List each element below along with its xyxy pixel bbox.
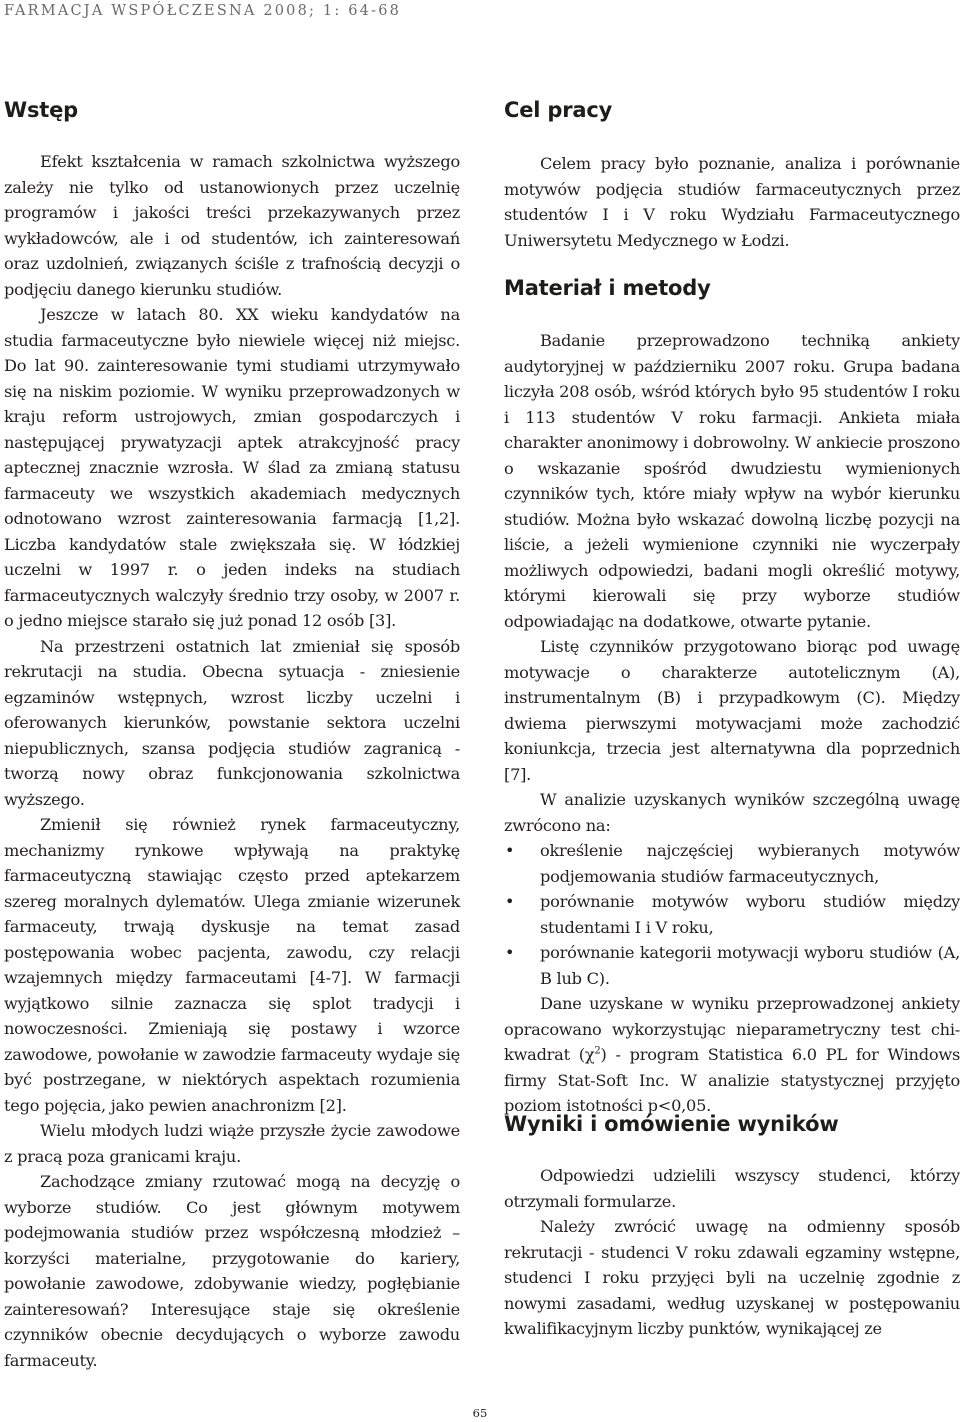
superscript: 2 (594, 1045, 601, 1057)
paragraph: Zmienił się również rynek farmaceutyczny, mechanizmy rynkowe wpływają na praktykę farmaceutyczną stawiając często przed aptekarzem szereg moralnych dylematów. Ulega zmianie wizerunek farmaceuty, trwają dyskusje na temat zasad postępowania wobec pacjenta, zawodu, czy relacji wzajemnych między farmaceutami [4-7]. W farmacji wyjątkowo silnie zaznacza się splot tradycji i nowoczesności. Zmieniają się postawy i wzorce zawodowe, powołanie w zawodzie farmaceuty wydaje się być postrzegane, w niektórych aspektach rozumienia tego pojęcia, jako pewien anachronizm [2]. (4, 815, 460, 1115)
paragraph: W analizie uzyskanych wyników szczególną uwagę zwrócono na: (504, 790, 960, 835)
list-item: • porównanie kategorii motywacji wyboru studiów (A, B lub C). (504, 940, 960, 991)
list-item: • porównanie motywów wyboru studiów między studentami I i V roku, (504, 889, 960, 940)
paragraph: Odpowiedzi udzielili wszyscy studenci, którzy otrzymali formularze. (504, 1166, 960, 1211)
paragraph: Jeszcze w latach 80. XX wieku kandydatów na studia farmaceutyczne było niewiele więcej niż miejsc. Do lat 90. zainteresowanie tymi studiami utrzymywało się na niskim poziomie. W wyniku przeprowadzonych w kraju reform ustrojowych, zmian gospodarczych i następującej prywatyzacji aptek atrakcyjność pracy aptecznej znacznie wzrosła. W ślad za zmianą statusu farmaceuty we wszystkich akademiach medycznych odnotowano wzrost zainteresowania farmacją [1,2]. Liczba kandydatów stale zwiększała się. W łódzkiej uczelni w 1997 r. o jeden indeks na studiach farmaceutycznych walczyły średnio trzy osoby, w 2007 r. o jedno miejsce starało się już ponad 12 osób [3]. (4, 305, 460, 630)
section-heading-introduction: Wstęp (4, 98, 78, 122)
bullet-list (504, 838, 960, 991)
paragraph: Efekt kształcenia w ramach szkolnictwa wyższego zależy nie tylko od ustanowionych przez uczelnię programów i jakości treści przekazywanych przez wykładowców, ale i od studentów, ich zainteresowań oraz uzdolnień, związanych ściśle z trafnością decyzji o podjęciu danego kierunku studiów. (4, 152, 460, 299)
running-head: FARMACJA WSPÓŁCZESNA 2008; 1: 64-68 (4, 3, 402, 19)
section-heading-methods: Materiał i metody (504, 276, 711, 300)
page-number: 65 (472, 1406, 488, 1420)
paragraph: Listę czynników przygotowano biorąc pod uwagę motywacje o charakterze autotelicznym (A), instrumentalnym (B) i przypadkowym (C). Między dwiema pierwszymi motywacjami może zachodzić koniunkcja, trzecia jest alternatywna dla poprzednich [7]. (504, 637, 960, 784)
results-body (504, 1163, 960, 1342)
list-item: • określenie najczęściej wybieranych motywów podjemowania studiów farmaceutycznych, (504, 838, 960, 889)
paragraph: Wielu młodych ludzi wiąże przyszłe życie zawodowe z pracą poza granicami kraju. (4, 1121, 460, 1166)
stats-text-a: Dane uzyskane w wyniku przeprowadzonej ankiety opracowano wykorzystując nieparametryczny test chi-kwadrat (χ (504, 994, 960, 1064)
paragraph: Celem pracy było poznanie, analiza i porównanie motywów podjęcia studiów farmaceutycznych przez studentów I i V roku Wydziału Farmaceutycznego Uniwersytetu Medycznego w Łodzi. (504, 154, 960, 250)
stats-text-b: ) - program Statistica 6.0 PL for Windows firmy Stat-Soft Inc. W analizie statystycznej przyjęto poziom istotności p<0,05. (504, 1045, 960, 1115)
section-heading-aim: Cel pracy (504, 98, 613, 122)
methods-body (504, 328, 960, 1119)
introduction-body (4, 149, 460, 1373)
paragraph: Należy zwrócić uwagę na odmienny sposób rekrutacji - studenci V roku zdawali egzaminy wstępne, studenci I roku przyjęci byli na uczelnię zgodnie z nowymi zasadami, według uzyskanej w postępowaniu kwalifikacyjnym liczby punktów, wynikającej ze (504, 1217, 960, 1338)
aim-body (504, 151, 960, 253)
paragraph (504, 991, 960, 1119)
paragraph: Zachodzące zmiany rzutować mogą na decyzję o wyborze studiów. Co jest głównym motywem podejmowania studiów przez współczesną młodzież – korzyści materialne, przygotowanie do kariery, powołanie zawodowe, zdobywanie wiedzy, pogłębianie zainteresowań? Interesujące staje się określenie czynników obecnie decydujących o wyborze zawodu farmaceuty. (4, 1172, 460, 1370)
paragraph: Na przestrzeni ostatnich lat zmieniał się sposób rekrutacji na studia. Obecna sytuacja - zniesienie egzaminów wstępnych, wzrost liczby uczelni i oferowanych kierunków, powstanie sektora uczelni niepublicznych, szansa podjęcia studiów zagranicą - tworzą nowy obraz funkcjonowania szkolnictwa wyższego. (4, 636, 460, 809)
paragraph: Badanie przeprowadzono techniką ankiety audytoryjnej w październiku 2007 roku. Grupa badana liczyła 208 osób, wśród których było 95 studentów I roku i 113 studentów V roku farmacji. Ankieta miała charakter anonimowy i dobrowolny. W ankiecie proszono o wskazanie spośród dwudziestu wymienionych czynników tych, które miały wpływ na wybór kierunku studiów. Można było wskazać dowolną liczbę pozycji na liście, a jeżeli wymienione czynniki nie wyczerpały możliwych odpowiedzi, badani mogli określić motywy, którymi kierowali się przy wyborze studiów odpowiadając na dodatkowe, otwarte pytanie. (504, 331, 960, 631)
section-heading-results: Wyniki i omówienie wyników (504, 1112, 839, 1136)
